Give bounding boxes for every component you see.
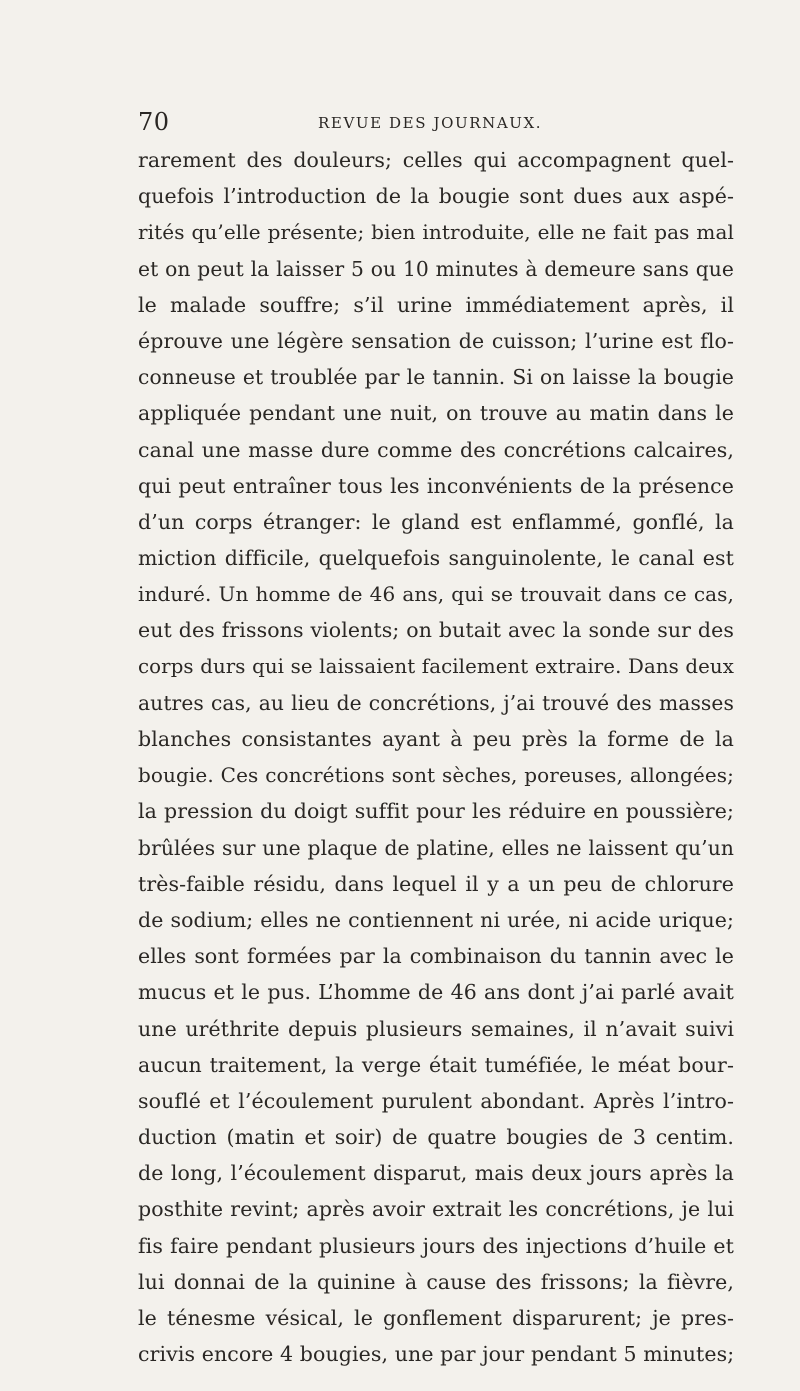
text-line: corps durs qui se laissaient facilement extraire. Dans deux: [138, 654, 734, 678]
text-line: canal une masse dure comme des concrétions calcaires,: [138, 437, 734, 462]
text-line: brûlées sur une plaque de platine, elles ne laissent qu’un: [138, 835, 734, 860]
text-line: eut des frissons violents; on butait avec la sonde sur des: [138, 618, 734, 643]
text-line: éprouve une légère sensation de cuisson; l’urine est flo-: [138, 328, 734, 353]
text-line: elles sont formées par la combinaison du tannin avec le: [138, 944, 734, 969]
text-line: fis faire pendant plusieurs jours des injections d’huile et: [138, 1233, 734, 1258]
text-line: crivis encore 4 bougies, une par jour pendant 5 minutes;: [138, 1342, 735, 1367]
text-line: posthite revint; après avoir extrait les concrétions, je lui: [138, 1197, 734, 1222]
text-line: aucun traitement, la verge était tuméfiée, le méat bour-: [138, 1052, 734, 1077]
text-line: très-faible résidu, dans lequel il y a un peu de chlorure: [138, 871, 734, 896]
text-line: mucus et le pus. L’homme de 46 ans dont j’ai parlé avait: [138, 980, 734, 1005]
text-line: de long, l’écoulement disparut, mais deux jours après la: [138, 1161, 734, 1186]
page-header: [138, 108, 734, 136]
text-line: autres cas, au lieu de concrétions, j’ai trouvé des masses: [138, 690, 734, 715]
text-line: le ténesme vésical, le gonflement disparurent; je pres-: [138, 1306, 734, 1330]
text-line: et on peut la laisser 5 ou 10 minutes à demeure sans que: [138, 256, 734, 281]
text-line: quefois l’introduction de la bougie sont dues aux aspé-: [138, 184, 734, 209]
text-line: induré. Un homme de 46 ans, qui se trouvait dans ce cas,: [138, 582, 734, 607]
text-line: rarement des douleurs; celles qui accompagnent quel-: [138, 148, 734, 172]
text-line: d’un corps étranger: le gland est enflammé, gonflé, la: [138, 509, 734, 534]
text-line: le malade souffre; s’il urine immédiatement après, il: [138, 292, 734, 317]
text-line: de sodium; elles ne contiennent ni urée, ni acide urique;: [138, 907, 734, 932]
text-line: conneuse et troublée par le tannin. Si on laisse la bougie: [138, 365, 734, 390]
page-number: 70: [138, 108, 170, 136]
text-line: duction (matin et soir) de quatre bougies de 3 centim.: [138, 1125, 734, 1150]
text-line: blanches consistantes ayant à peu près la forme de la: [138, 727, 734, 751]
body-text: [138, 142, 734, 1372]
text-line: la pression du doigt suffit pour les réduire en poussière;: [138, 799, 734, 824]
running-head: REVUE DES JOURNAUX.: [318, 114, 543, 132]
text-line: souflé et l’écoulement purulent abondant. Après l’intro-: [138, 1088, 734, 1113]
text-line: bougie. Ces concrétions sont sèches, poreuses, allongées;: [138, 763, 734, 788]
text-line: lui donnai de la quinine à cause des frissons; la fièvre,: [138, 1269, 734, 1294]
text-line: miction difficile, quelquefois sanguinolente, le canal est: [138, 546, 734, 571]
text-line: rités qu’elle présente; bien introduite, elle ne fait pas mal: [138, 220, 734, 245]
text-line: une uréthrite depuis plusieurs semaines, il n’avait suivi: [138, 1016, 734, 1041]
text-line: appliquée pendant une nuit, on trouve au matin dans le: [138, 401, 734, 426]
text-line: qui peut entraîner tous les inconvénients de la présence: [138, 473, 734, 498]
